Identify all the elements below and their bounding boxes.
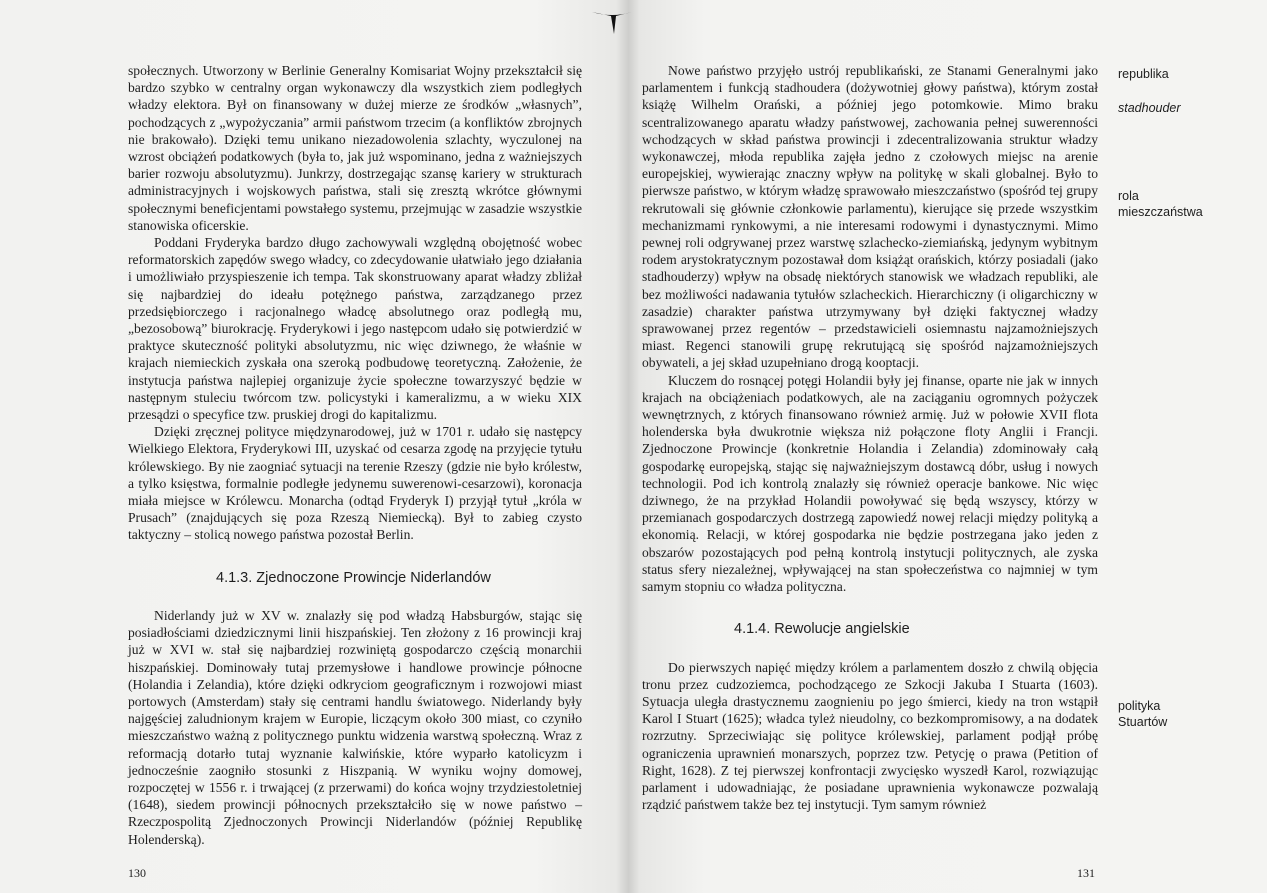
right-text-column: [642, 62, 1098, 813]
paragraph: Do pierwszych napięć między królem a parlamentem doszło z chwilą objęcia tronu przez cudzoziemca, pochodzącego ze Szkocji Jakuba I Stuarta (1603). Sytuacja uległa drastycznemu zaognieniu po jego śmierci, kiedy na tron wstąpił Karol I Stuart (1625); władca tyleż nieudolny, co bezkompromisowy, a na dodatek rozrzutny. Sprzeciwiając się polityce królewskiej, parlament podjął próbę ograniczenia uprawnień monarszych, poprzez tzw. Petycję o prawa (Petition of Right, 1628). Z tej pierwszej konfrontacji zwycięsko wyszedł Karol, rozwiązując parlament i udowadniając, że posiadane uprawnienia wykonawcze pozwalają rządzić państwem także bez tej instytucji. Tym samym również: [642, 659, 1098, 813]
margin-note-stuartow: Stuartów: [1118, 715, 1168, 729]
margin-note-polityka: polityka: [1118, 699, 1161, 713]
margin-note-republika: republika: [1118, 67, 1169, 81]
page-number: 130: [128, 866, 146, 880]
bookmark-icon: [592, 8, 632, 34]
paragraph: Poddani Fryderyka bardzo długo zachowywali względną obojętność wobec reformatorskich zapędów swego władcy, co zdecydowanie ułatwiało jego działania i umożliwiało przyspieszenie ich tempa. Tak skonstruowany aparat władzy zbliżał się najbardziej do ideału potężnego państwa, zarządzanego przez przedsiębiorczego i racjonalnego władcę absolutnego oraz podległą mu, „bezosobową” biurokrację. Fryderykowi i jego następcom udało się potwierdzić w praktyce skuteczność polityki absolutyzmu, nic więc dziwnego, że właśnie w krajach niemieckich zyskała ona szeroką podbudowę teoretyczną. Założenie, że instytucja państwa najlepiej organizuje życie społeczne towarzyszyć będzie w następnym stuleciu twórcom tzw. policystyki i kameralizmu, a w wieku XIX przesądzi o specyfice tzw. pruskiej drogi do kapitalizmu.: [128, 235, 582, 423]
left-page: [0, 0, 628, 893]
left-text-column: [128, 62, 582, 848]
section-heading: 4.1.4. Rewolucje angielskie: [734, 621, 910, 638]
right-page: [628, 0, 1267, 893]
paragraph: Dzięki zręcznej polityce międzynarodowej, już w 1701 r. udało się następcy Wielkiego Elektora, Fryderykowi III, uzyskać od cesarza zgodę na przyjęcie tytułu królewskiego. By nie zaogniać sytuacji na terenie Rzeszy (gdzie nie było królestw, a tylko księstwa, formalnie podległe jedynemu suwerenowi-cesarzowi), koronacja miała miejsce w Królewcu. Monarcha (odtąd Fryderyk I) przyjął tytuł „króla w Prusach” (znajdujących się poza Rzeszą Niemiecką). Był to zabieg czysto taktyczny – stolicą nowego państwa pozostał Berlin.: [128, 424, 582, 543]
book-gutter: [616, 0, 640, 893]
margin-note-stadhouder: [1118, 100, 1248, 116]
paragraph: Nowe państwo przyjęło ustrój republikański, ze Stanami Generalnymi jako parlamentem i funkcją stadhoudera (dożywotniej głowy państwa), którym został książę Wilhelm Orański, a później jego potomkowie. Mimo braku scentralizowanego aparatu władzy państwowej, zachowania pełnej suwerenności wchodzących w skład państwa prowincji i zdecentralizowania struktur władzy wykonawczej, młoda republika zajęła jedno z czołowych miejsc na arenie europejskiej, wywierając znaczny wpływ na politykę w skali globalnej. Było to pierwsze państwo, w którym władzę sprawowało mieszczaństwo (spośród tej grupy rekrutowali się głównie członkowie parlamentu), kierujące się przede wszystkim mechanizmami rynkowymi, a nie interesami rodowymi i dynastycznymi. Mimo pewnej roli odgrywanej przez warstwę szlachecko-ziemiańską, jedynym wybitnym rodem arystokratycznym pozostawał dom książąt orańskich, którzy posiadali (jako stadhouderzy) wpływ na obsadę niektórych stanowisk we władzach republiki, ale bez możliwości nadawania tytułów szlacheckich. Hierarchiczny (i oligarchiczny w zasadzie) charakter państwa utrzymywany był dzięki faktycznej władzy sprawowanej przez regentów – przedstawicieli osiemnastu najzamożniejszych miast. Regenci stanowili grupę rekrutującą się spośród najzamożniejszych obywateli, a jej skład uzupełniano drogą kooptacji.: [642, 63, 1098, 371]
page-number: 131: [1077, 866, 1095, 880]
margin-note-mieszczanstwa: mieszczaństwa: [1118, 205, 1203, 219]
paragraph: Kluczem do rosnącej potęgi Holandii były jej finanse, oparte nie jak w innych krajach na obciążeniach podatkowych, ale na zaciąganiu ogromnych pożyczek wewnętrznych, z których finansowano również armię. Już w połowie XVII flota holenderska była dwukrotnie większa niż połączone floty Anglii i Francji. Zjednoczone Prowincje (konkretnie Holandia i Zelandia) zdominowały całą gospodarkę europejską, stając się najważniejszym dostawcą dóbr, usług i nowych technologii. Pod ich kontrolą znalazły się również operacje bankowe. Nic więc dziwnego, że na przykład Holandii powoływać się będą wszyscy, którzy w przemianach gospodarczych dostrzegą zapowiedź nowej relacji między polityką a ekonomią. Relacji, w której gospodarka nie będzie postrzegana jako jeden z obszarów pozostających pod pełną kontrolą instytucji politycznych, ale zyska status sfery niezależnej, wpływającej na stan społeczeństwa co najmniej w tym samym stopniu co władza polityczna.: [642, 372, 1098, 595]
margin-note-stadhouder-text: stadhouder: [1118, 101, 1181, 115]
margin-note-rola: rola: [1118, 189, 1139, 203]
paragraph: społecznych. Utworzony w Berlinie Generalny Komisariat Wojny przekształcił się bardzo szybko w centralny organ wykonawczy dla wszystkich ziem podległych władzy elektora. Był on finansowany w dużej mierze ze środków „własnych”, pochodzących z „wypożyczania” armii państwom trzecim (a konfliktów zbrojnych nie brakowało). Dzięki temu unikano niezadowolenia szlachty, wyczulonej na wzrost obciążeń podatkowych (była to, jak już wspominano, jedna z ważniejszych barier rozwoju absolutyzmu). Junkrzy, dostrzegając szansę kariery w strukturach administracyjnych i wojskowych państwa, stali się zresztą wkrótce głównymi społecznymi beneficjentami powstałego systemu, przejmując w zasadzie wszystkie stanowiska oficerskie.: [128, 63, 582, 233]
section-heading: 4.1.3. Zjednoczone Prowincje Niderlandów: [216, 569, 491, 586]
paragraph: Niderlandy już w XV w. znalazły się pod władzą Habsburgów, stając się posiadłościami dziedzicznymi linii hiszpańskiej. Ten złożony z 16 prowincji kraj już w XVI w. stał się najbardziej rozwiniętą gospodarczo częścią monarchii hiszpańskiej. Dominowały tutaj przemysłowe i handlowe prowincje północne (Holandia i Zelandia), które dzięki odkryciom geograficznym i rozwojowi miast portowych (Amsterdam) stały się centrami handlu światowego. Niderlandy były najgęściej zaludnionym krajem w Europie, liczącym około 300 miast, co czyniło mieszczaństwo ważną z politycznego punktu widzenia warstwą społeczną. Wraz z reformacją dotarło tutaj wyznanie kalwińskie, które wyparło katolicyzm i jednocześnie zaogniło stosunki z Hiszpanią. W wyniku wojny domowej, rozpoczętej w 1556 r. i trwającej (z przerwami) do końca wojny trzydziestoletniej (1648), siedem prowincji północnych przekształciło się w nowe państwo – Rzeczpospolitą Zjednoczonych Prowincji Niderlandów (później Republikę Holenderską).: [128, 607, 582, 847]
